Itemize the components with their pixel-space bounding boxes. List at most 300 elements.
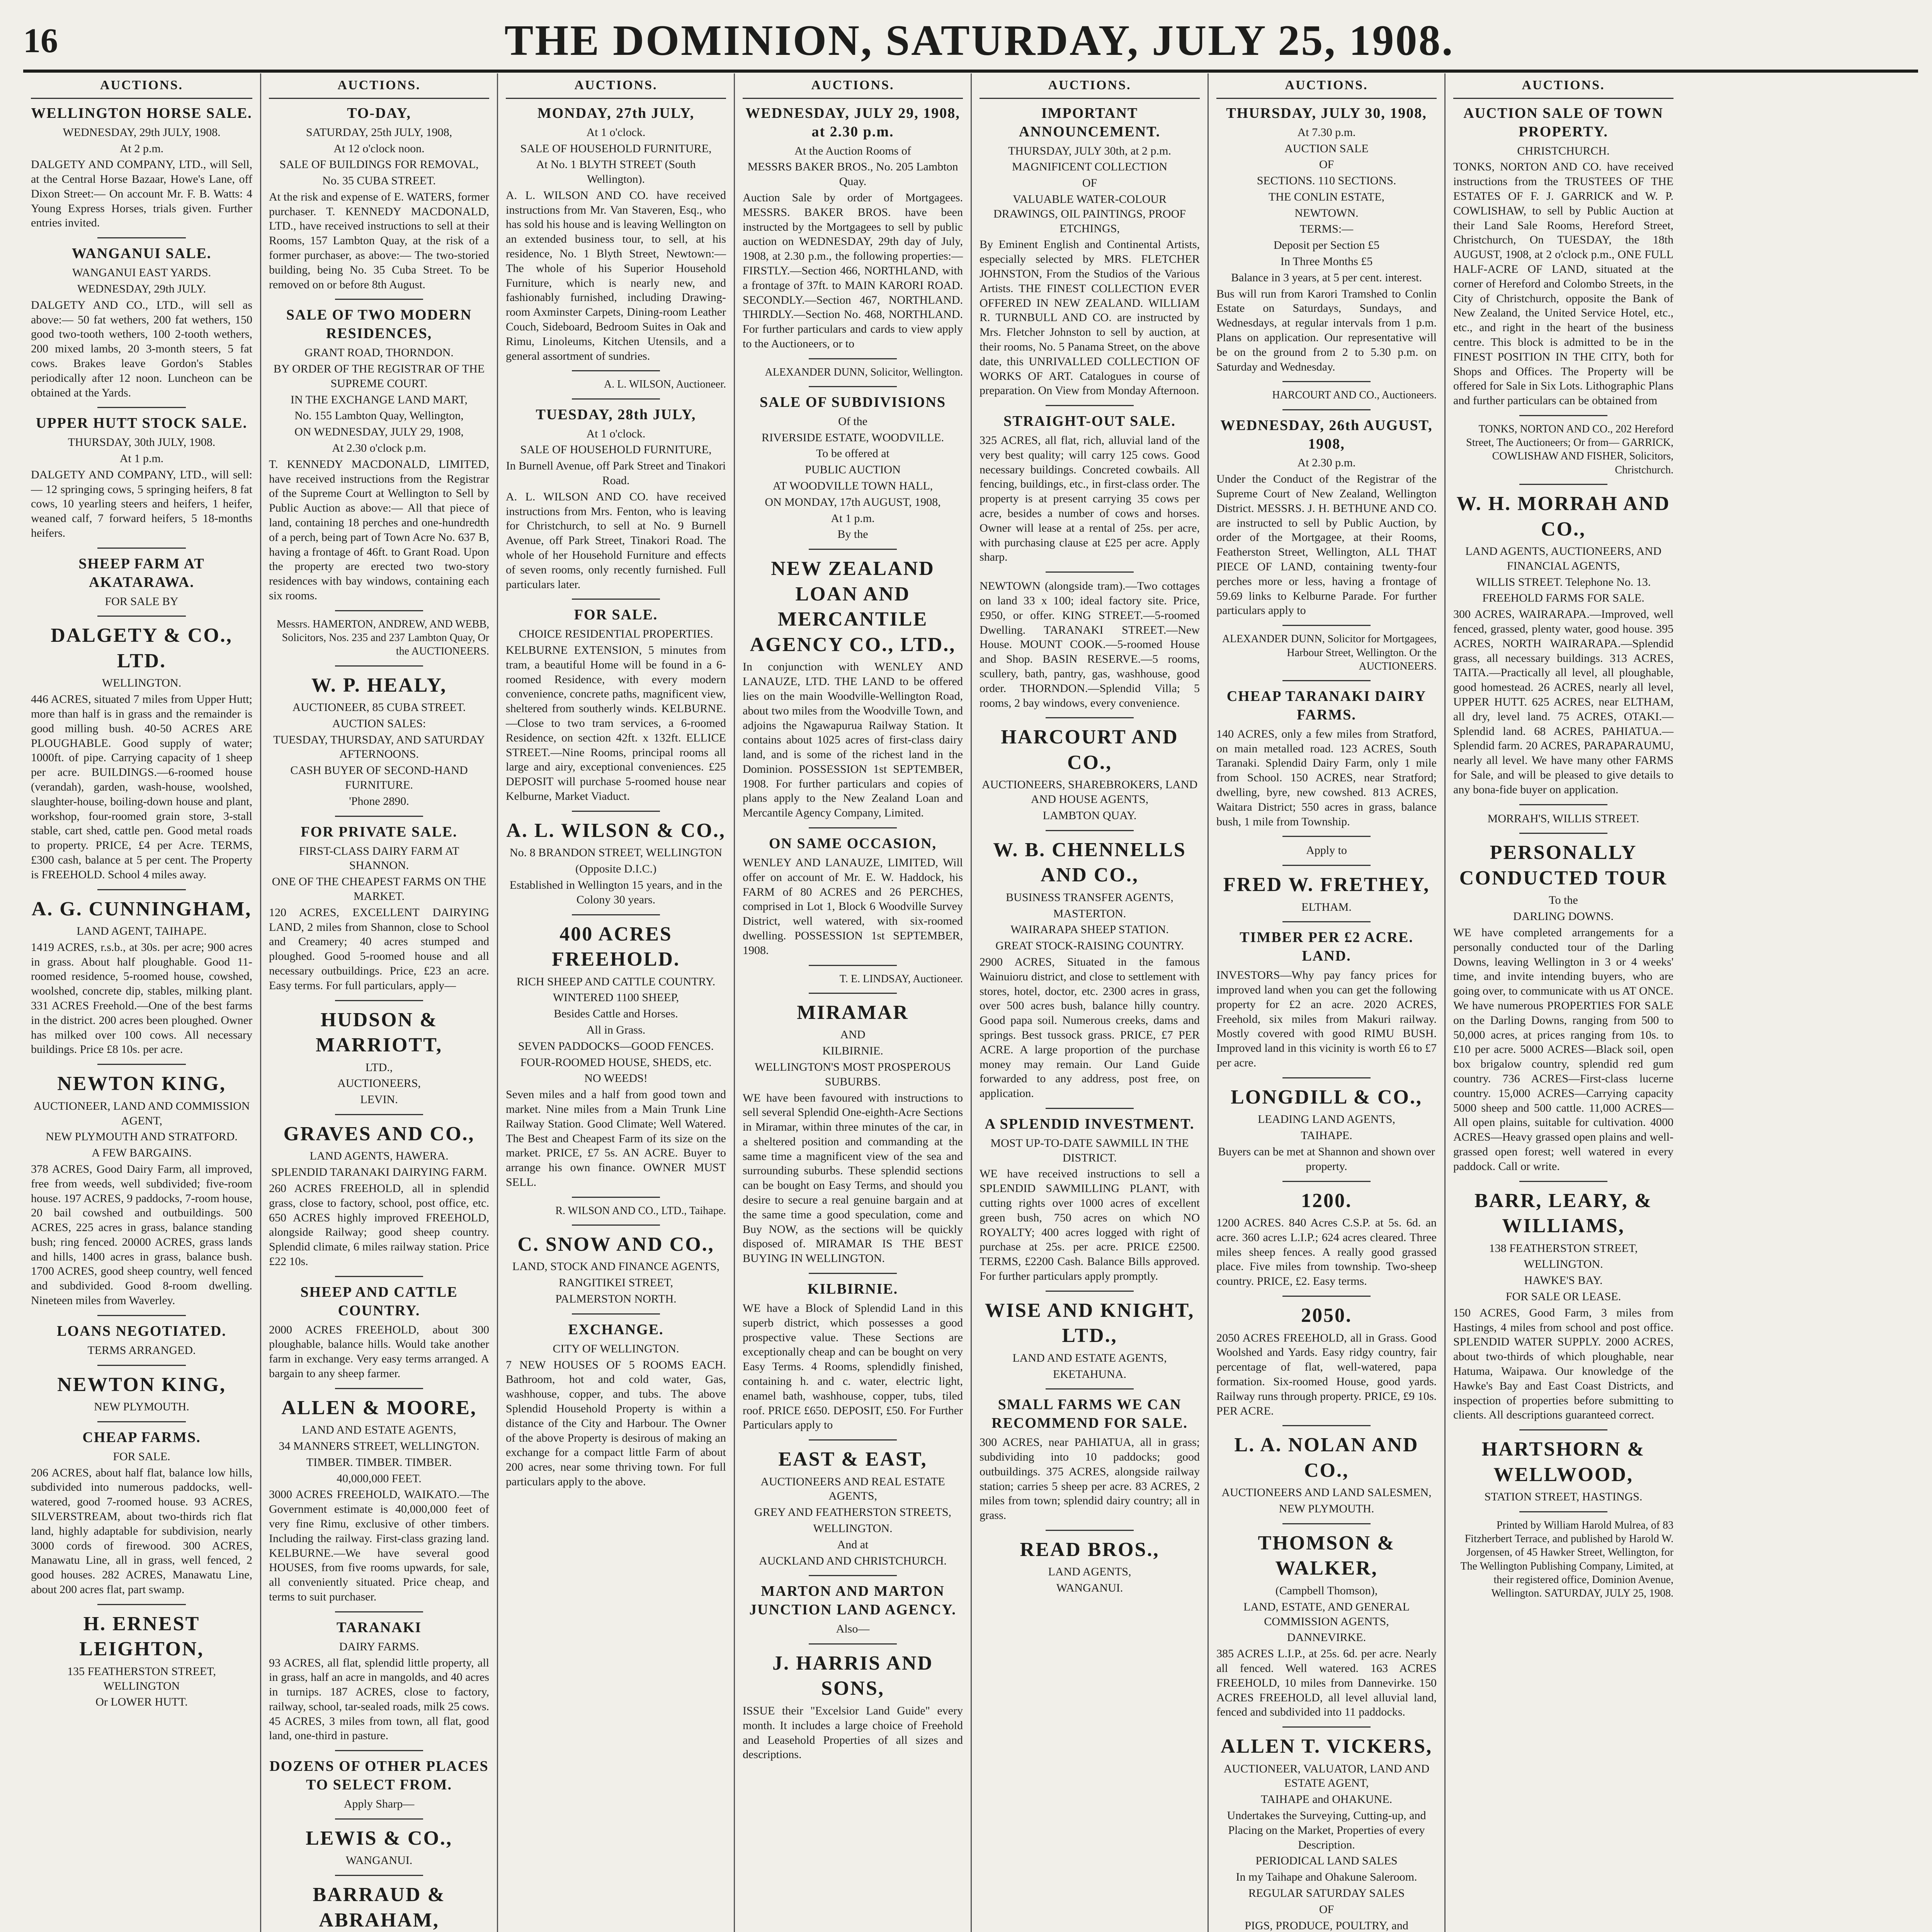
advert-signature: ALEXANDER DUNN, Solicitor, Wellington. — [765, 366, 963, 378]
divider — [1282, 1296, 1371, 1297]
advert-line: No. 155 Lambton Quay, Wellington, — [294, 409, 464, 422]
advert-line: DAIRY FARMS. — [339, 1640, 419, 1653]
advert-line: MASTERTON. — [1053, 907, 1126, 920]
advert-heading: EXCHANGE. — [568, 1321, 664, 1338]
advertisement — [269, 1007, 489, 1107]
advertisement — [1453, 491, 1673, 797]
advertisement — [980, 1537, 1200, 1595]
advertisement — [743, 1280, 963, 1432]
advert-line: GREAT STOCK-RAISING COUNTRY. — [995, 939, 1184, 952]
advertisement — [269, 306, 489, 603]
advertisement — [980, 579, 1200, 710]
advertisement — [31, 104, 252, 230]
advert-body: 300 ACRES, WAIRARAPA.—Improved, well fenced, grassed, plenty water, good house. 395 ACRES, NORTH WAIRARAPA.—Splendid grass, all necessary buildings. 313 ACRES, TAITA.—Practically all level, all ploughable, good homestead. 26 ACRES, nearly all level, UPPER HUTT. 625 ACRES, near ELTHAM, all dry, level land. 75 ACRES, OTAKI.—Splendid land. 68 ACRES, PAHIATUA.—Splendid farm. 20 ACRES, PARAPARAUMU, nearly all level. We have many other FARMS for Sale, and will be pleased to give details to any bona-fide buyer on application. — [1453, 608, 1673, 796]
advertisement — [980, 1115, 1200, 1284]
advertiser-name: NEWTON KING, — [57, 1373, 226, 1396]
divider — [1046, 1291, 1134, 1292]
advert-line: AND — [840, 1028, 866, 1041]
advert-line: DANNEVIRKE. — [1287, 1631, 1366, 1644]
advertiser-name: A. L. WILSON & CO., — [506, 819, 726, 842]
advert-heading: ON SAME OCCASION, — [769, 835, 937, 852]
advertisement — [743, 835, 963, 957]
advert-line: EKETAHUNA. — [1053, 1367, 1127, 1381]
advert-line: AUCTION SALES: — [332, 717, 426, 730]
divider — [809, 965, 897, 966]
advert-line: 138 FEATHERSTON STREET, — [1489, 1242, 1638, 1255]
advert-heading: WEDNESDAY, 26th AUGUST, 1908, — [1220, 417, 1433, 452]
advert-body: 2900 ACRES, Situated in the famous Wainuioru district, and close to settlement with stores, hotel, doctor, etc. 2300 acres in grass, over 500 acres bush, balance hilly country. Good papa soil. Numerous creeks, dams and springs. Best tussock grass. PRICE, £7 PER ACRE. A large proportion of the purchase money may remain. Our Land Guide forwarded to any address, post free, on application. — [980, 955, 1200, 1100]
divider — [1519, 1511, 1607, 1512]
advert-body: DALGETY AND COMPANY, LTD., will Sell, at the Central Horse Bazaar, Howe's Lane, off Dixon Street:— On account Mr. F. B. Watts: 4 Young Express Horses, trials given. Further entries invited. — [31, 158, 252, 230]
advert-line: To the — [1549, 894, 1578, 907]
advertiser-name: 2050. — [1301, 1304, 1352, 1327]
advertiser-name: MIRAMAR — [797, 1001, 909, 1024]
advert-line: At the Auction Rooms of — [794, 144, 911, 157]
advert-line: NEW PLYMOUTH. — [94, 1400, 189, 1413]
advertisement — [506, 922, 726, 1190]
divider — [97, 407, 186, 408]
advert-heading: SALE OF SUBDIVISIONS — [759, 394, 946, 410]
advert-line: ON WEDNESDAY, JULY 29, 1908, — [294, 425, 464, 439]
advert-line: In Three Months £5 — [1280, 255, 1373, 268]
advert-line: ON MONDAY, 17th AUGUST, 1908, — [765, 495, 941, 509]
divider — [1282, 409, 1371, 410]
advertisement — [1216, 929, 1437, 1070]
divider — [97, 1604, 186, 1605]
advertisement — [1453, 104, 1673, 408]
advert-line: WAIRARAPA SHEEP STATION. — [1010, 923, 1169, 936]
advert-line: LEADING LAND AGENTS, — [1258, 1113, 1395, 1126]
advert-line: At 2.30 p.m. — [1297, 456, 1356, 469]
advertisement — [31, 1322, 252, 1358]
advert-line: PIGS, PRODUCE, POULTRY, and — [1245, 1919, 1408, 1932]
advertiser-name: FRED W. FRETHEY, — [1223, 874, 1430, 896]
advert-body: 300 ACRES, near PAHIATUA, all in grass; subdividing into 10 paddocks; good outbuildings. 375 ACRES, alongside railway station; carries 5 sheep per acre. 83 ACRES, 2 miles from town; splendid dairy country; all in grass. — [980, 1436, 1200, 1522]
advert-line: CITY OF WELLINGTON. — [553, 1342, 679, 1355]
advert-body: 3000 ACRES FREEHOLD, WAIKATO.—The Government estimate is 40,000,000 feet of very fine Rimu, exclusive of other timbers. Including the railway. First-class grazing land. KELBURNE.—We have several good HOUSES, from five rooms upwards, for sale, all conveniently situated. Price cheap, and terms to suit purchaser. — [269, 1488, 489, 1604]
advert-body: At the risk and expense of E. WATERS, former purchaser. T. KENNEDY MACDONALD, LTD., have received instructions to sell at their Rooms, 157 Lambton Quay, at the risk of a former purchaser, as above:— The two-storied building, being No. 35 Cuba Street. To be removed on or before 8th August. — [269, 190, 489, 291]
divider — [335, 665, 423, 667]
divider — [97, 548, 186, 549]
advert-line: WELLINGTON. — [813, 1522, 893, 1535]
advert-line: FIRST-CLASS DAIRY FARM AT SHANNON. — [299, 844, 459, 872]
advert-line: THURSDAY, 30th JULY, 1908. — [68, 436, 216, 449]
advert-line: AUCTIONEERS AND LAND SALESMEN, — [1221, 1486, 1432, 1499]
advertisement — [506, 1204, 726, 1218]
advertisement — [980, 837, 1200, 1101]
divider — [1282, 1726, 1371, 1728]
advert-heading: A SPLENDID INVESTMENT. — [985, 1116, 1195, 1132]
advertisement — [269, 1395, 489, 1604]
advert-heading: TARANAKI — [336, 1619, 422, 1636]
advert-body: INVESTORS—Why pay fancy prices for improved land when you can get the following property for £2 an acre. 2020 ACRES, Freehold, six miles from Makuri railway. Mostly covered with good RIMU BUSH. Improved land in this vicinity is worth £6 to £7 per acre. — [1216, 969, 1437, 1069]
advert-line: DARLING DOWNS. — [1513, 910, 1614, 923]
advertiser-name: 1200. — [1301, 1189, 1352, 1212]
advert-body: 206 ACRES, about half flat, balance low hills, subdivided into numerous paddocks, well-watered, good 7-roomed house. 93 ACRES, SILVERSTREAM, about two-thirds rich flat land, highly adaptable for subdivision, nearly 3000 cords of firewood. 300 ACRES, Manawatu Line, all in grass, well fenced, 2 good houses. 282 ACRES, Manawatu Line, about 200 acres flat, part swamp. — [31, 1466, 252, 1596]
advertiser-name: C. SNOW AND CO., — [517, 1233, 714, 1255]
divider — [1046, 1108, 1134, 1109]
advertisement — [1453, 1519, 1673, 1600]
advert-line: Buyers can be met at Shannon and shown over property. — [1218, 1145, 1435, 1173]
advert-line: At 1 p.m. — [831, 512, 875, 525]
advert-line: (Opposite D.I.C.) — [575, 862, 656, 876]
advert-line: AT WOODVILLE TOWN HALL, — [772, 480, 933, 493]
advertisement — [1216, 104, 1437, 374]
divider — [1046, 717, 1134, 718]
advert-heading: IMPORTANT ANNOUNCEMENT. — [1019, 105, 1161, 140]
advert-line: PUBLIC AUCTION — [805, 463, 901, 476]
advert-line: 34 MANNERS STREET, WELLINGTON. — [279, 1440, 480, 1453]
advert-signature: ALEXANDER DUNN, Solicitor for Mortgagees, Harbour Street, Wellington. Or the AUCTIONEERS. — [1222, 633, 1437, 672]
advert-line: LAND, STOCK AND FINANCE AGENTS, — [512, 1260, 720, 1273]
advertiser-name: HARTSHORN & WELLWOOD, — [1481, 1438, 1645, 1486]
advertisement — [31, 555, 252, 609]
divider — [335, 1000, 423, 1001]
advert-line: At No. 1 BLYTH STREET (South Wellington). — [536, 158, 696, 186]
advert-line: WEDNESDAY, 29th JULY, 1908. — [63, 126, 221, 139]
advertiser-name: READ BROS., — [1020, 1538, 1160, 1561]
advertiser-name: L. A. NOLAN AND CO., — [1234, 1434, 1419, 1481]
advert-line: WELLINGTON. — [102, 677, 182, 690]
advert-line: WANGANUI. — [345, 1854, 413, 1867]
advert-heading: MONDAY, 27th JULY, — [537, 105, 695, 121]
advert-line: At 2.30 o'clock p.m. — [332, 442, 426, 454]
advertiser-name: GRAVES AND CO., — [283, 1122, 475, 1145]
advertiser-name: NEW ZEALAND LOAN AND MERCANTILE AGENCY CO., LTD., — [750, 558, 956, 656]
advert-line: AUCTIONEERS, — [337, 1077, 421, 1090]
advert-line: Of the — [838, 415, 867, 428]
divider — [97, 1064, 186, 1065]
masthead — [23, 12, 1918, 73]
advert-line: Established in Wellington 15 years, and in the Colony 30 years. — [509, 878, 723, 906]
advert-line: SEVEN PADDOCKS—GOOD FENCES. — [518, 1039, 714, 1053]
divider — [809, 827, 897, 828]
advert-line: (Campbell Thomson), — [1275, 1584, 1378, 1597]
advertiser-name: EAST & EAST, — [778, 1448, 927, 1471]
advertisement — [1216, 1303, 1437, 1418]
advertiser-name: WISE AND KNIGHT, LTD., — [985, 1299, 1195, 1347]
advertisement — [269, 673, 489, 809]
advertisement — [506, 1232, 726, 1306]
advertisement — [1216, 1432, 1437, 1516]
advert-line: AUCTION SALE — [1284, 142, 1369, 155]
advert-body: 385 ACRES L.I.P., at 25s. 6d. per acre. Nearly all fenced. Well watered. 163 ACRES FREEHOLD, 10 miles from Dannevirke. 150 ACRES FREEHOLD, all level alluvial land, fenced and subdivided into 11 paddocks. — [1216, 1647, 1437, 1719]
divider — [572, 1197, 660, 1198]
advertisement — [1453, 1437, 1673, 1504]
column-4 — [734, 73, 971, 1932]
advertiser-name: ALLEN & MOORE, — [281, 1396, 477, 1419]
advertiser-name: THOMSON & WALKER, — [1258, 1532, 1395, 1580]
advert-signature: HARCOURT AND CO., Auctioneers. — [1272, 389, 1437, 401]
advert-body: 150 ACRES, Good Farm, 3 miles from Hastings, 4 miles from school and post office. SPLENDID WATER SUPPLY. 2000 ACRES, about two-thirds of which ploughable, near Hatuma, Waipawa. Our knowledge of the Hawke's Bay and East Coast Districts, and inspection of properties before submitting to clients. All descriptions guaranteed correct. — [1453, 1306, 1673, 1422]
advert-line: NEW PLYMOUTH. — [1279, 1502, 1374, 1515]
advert-body: 120 ACRES, EXCELLENT DAIRYING LAND, 2 miles from Shannon, close to School and Creamery; 40 acres stumped and ploughed. Good 5-roomed house and all necessary outbuildings. Price, £23 an acre. Easy terms. For full particulars, apply— — [269, 906, 489, 992]
advertisement — [743, 104, 963, 351]
advert-heading: FOR PRIVATE SALE. — [301, 823, 457, 840]
divider — [809, 1643, 897, 1645]
divider — [1046, 1388, 1134, 1389]
advertiser-name: DALGETY & CO., LTD. — [51, 624, 233, 672]
advertisement — [1216, 687, 1437, 829]
divider — [335, 816, 423, 817]
divider — [97, 1365, 186, 1366]
advert-line: NO WEEDS! — [584, 1072, 648, 1085]
advert-body: 2000 ACRES FREEHOLD, about 300 ploughable, balance hills. Would take another farm in exchange. Very easy terms arranged. A bargain to any sheep farmer. — [269, 1323, 489, 1380]
advert-line: WANGANUI EAST YARDS. — [72, 266, 211, 279]
divider — [1282, 381, 1371, 382]
advert-signature: Printed by William Harold Mulrea, of 83 Fitzherbert Terrace, and published by Harold W. Jorgensen, of 45 Hawker Street, Wellington, for The Wellington Publishing Company, Limited, at their registered office, Dominion Avenue, Wellington. SATURDAY, JULY 25, 1908. — [1460, 1519, 1673, 1600]
advert-body: TONKS, NORTON AND CO. have received instructions from the TRUSTEES OF THE ESTATES OF F. J. GARRICK and W. P. COWLISHAW, to sell by Public Auction at their Land Sale Rooms, Hereford Street, Christchurch, On TUESDAY, the 18th AUGUST, 1908, at 2 o'clock p.m., ONE FULL HALF-ACRE OF LAND, situated at the corner of Hereford and Colombo Streets, in the City of Christchurch, opposite the Bank of New Zealand, the United Service Hotel, etc., etc., and right in the heart of the business centre. This block is admitted to be in the FINEST POSITION IN THE CITY, both for Shops and Offices. The Property will be offered for Sale in Six Lots. Lithographic Plans and further particulars can be obtained from — [1453, 160, 1673, 407]
advert-heading: SALE OF TWO MODERN RESIDENCES, — [286, 307, 472, 342]
column-7 — [1444, 73, 1681, 1932]
advertiser-name: HARCOURT AND CO., — [1001, 726, 1179, 774]
advert-body: DALGETY AND CO., LTD., will sell as above:— 50 fat wethers, 200 fat wethers, 150 good two-tooth wethers, 100 2-tooth wethers, 200 mixed lambs, 20 3-month steers, 5 fat cows. Brakes leave Gordon's Stables periodically after 12 noon. Luncheon can be obtained at the Yards. — [31, 298, 252, 399]
divider — [572, 1225, 660, 1226]
advertisement — [743, 1582, 963, 1636]
divider — [809, 1273, 897, 1274]
advert-heading: SHEEP AND CATTLE COUNTRY. — [300, 1284, 458, 1319]
advert-line: VALUABLE WATER-COLOUR DRAWINGS, OIL PAINTINGS, PROOF ETCHINGS, — [993, 192, 1186, 235]
advert-body: 93 ACRES, all flat, splendid little property, all in grass, half an acre in mangolds, and 40 acres in turnips. 187 ACRES, close to factory, railway, school, tar-sealed roads, milk 25 cows. 45 ACRES, 3 miles from town, all flat, good land, one-third in pasture. — [269, 1656, 489, 1742]
advertisement — [1216, 1188, 1437, 1289]
advertisement — [31, 1372, 252, 1414]
advert-line: AUCKLAND AND CHRISTCHURCH. — [759, 1554, 947, 1567]
advert-line: GRANT ROAD, THORNDON. — [304, 346, 454, 359]
column-heading: AUCTIONS. — [1453, 73, 1673, 99]
advert-line: OF — [1319, 1903, 1334, 1916]
advert-body: 1200 ACRES. 840 Acres C.S.P. at 5s. 6d. an acre. 360 acres L.I.P.; 624 acres cleared. Three miles sheep fences. A really good grassed place. Five miles from township. Two-sheep country. PRICE, £2. Easy terms. — [1216, 1216, 1437, 1288]
advert-line: TAIHAPE and OHAKUNE. — [1260, 1793, 1393, 1806]
advert-line: STATION STREET, HASTINGS. — [1484, 1490, 1643, 1503]
advert-line: LAND AGENT, TAIHAPE. — [77, 925, 207, 938]
advert-line: LAND AGENTS, — [1048, 1565, 1131, 1578]
advertisement — [506, 406, 726, 592]
advertisement — [506, 104, 726, 364]
advert-line: CHRISTCHURCH. — [1517, 144, 1610, 157]
column-2 — [260, 73, 497, 1932]
divider — [335, 1611, 423, 1612]
advertisement — [269, 1619, 489, 1743]
advertisement — [269, 1757, 489, 1811]
divider — [1282, 1077, 1371, 1078]
advert-line: FOUR-ROOMED HOUSE, SHEDS, etc. — [520, 1056, 712, 1069]
advertisement — [980, 104, 1200, 398]
advert-line: Or LOWER HUTT. — [95, 1696, 188, 1709]
advertisement — [31, 896, 252, 1057]
advert-line: FOR SALE BY — [105, 595, 179, 608]
advert-line: TUESDAY, THURSDAY, AND SATURDAY AFTERNOONS. — [273, 733, 485, 761]
advert-line: LAMBTON QUAY. — [1043, 809, 1137, 822]
divider — [809, 1575, 897, 1576]
advert-line: HAWKE'S BAY. — [1524, 1274, 1603, 1287]
advert-body: Auction Sale by order of Mortgagees. MESSRS. BAKER BROS. have been instructed by the Mortgagees to sell by public auction on WEDNESDAY, 29th day of July, 1908, at 2.30 p.m., the following properties:— FIRSTLY.—Section 466, NORTHLAND, with a frontage of 37ft. to MAIN KARORI ROAD. SECONDLY.—Section 467, NORTHLAND. THIRDLY.—Section No. 468, NORTHLAND. For further particulars and cards to view apply to the Auctioneers, or to — [743, 191, 963, 350]
divider — [97, 616, 186, 617]
advert-line: SATURDAY, 25th JULY, 1908, — [306, 126, 452, 139]
advertisement — [1216, 1085, 1437, 1174]
advertisement — [1216, 1531, 1437, 1719]
advert-signature: T. E. LINDSAY, Auctioneer. — [839, 973, 963, 985]
column-heading: AUCTIONS. — [743, 73, 963, 99]
divider — [1519, 833, 1607, 834]
advertiser-name: W. B. CHENNELLS AND CO., — [993, 838, 1186, 886]
divider — [572, 811, 660, 812]
advert-line: BY ORDER OF THE REGISTRAR OF THE SUPREME COURT. — [273, 362, 485, 390]
advert-heading: FOR SALE. — [574, 607, 658, 623]
advert-line: BUSINESS TRANSFER AGENTS, — [1006, 891, 1173, 904]
advert-line: AUCTIONEER, 85 CUBA STREET. — [292, 701, 466, 714]
advert-line: SECTIONS. 110 SECTIONS. — [1257, 174, 1396, 187]
advertiser-name: W. H. MORRAH AND CO., — [1456, 492, 1670, 540]
divider — [335, 1276, 423, 1277]
advertisement — [269, 1882, 489, 1932]
advert-body: 260 ACRES FREEHOLD, all in splendid grass, close to factory, school, post office, etc. 650 ACRES highly improved FREEHOLD, alongside Railway; good sheep country. Splendid climate, 6 miles railway station. Price £22 10s. — [269, 1182, 489, 1268]
advert-line: MORRAH'S, WILLIS STREET. — [1487, 812, 1639, 825]
divider — [1519, 1429, 1607, 1430]
advert-body: WE have a Block of Splendid Land in this superb district, which possesses a good prospective value. These Sections are exceptionally cheap and can be bought on very Easy Terms. 4 Rooms, splendidly finished, containing h. and c. water, electric light, enamel bath, washhouse, copper, tubs, tiled roof. PRICE £650. DEPOSIT, £50. For Further Particulars apply to — [743, 1301, 963, 1432]
advertisement — [1216, 1734, 1437, 1932]
advert-line: TERMS ARRANGED. — [87, 1344, 196, 1357]
advert-line: LAND AGENTS, HAWERA. — [310, 1150, 449, 1163]
advert-body: NEWTOWN (alongside tram).—Two cottages on land 33 x 100; ideal factory site. Price, £950, or offer. KING STREET.—5-roomed Dwelling. TARANAKI STREET.—New House. MOUNT COOK.—5-roomed House and Shop. BASIN RESERVE.—5 rooms, scullery, bath, pantry, gas, washhouse, good order. THORNDON.—Splendid Villa; 5 rooms, 2 bay windows, every convenience. — [980, 580, 1200, 709]
advert-line: REGULAR SATURDAY SALES — [1248, 1887, 1405, 1900]
advert-line: At 1 o'clock. — [586, 126, 646, 139]
advertisement — [980, 724, 1200, 823]
divider — [335, 1818, 423, 1820]
advert-line: No. 35 CUBA STREET. — [322, 174, 436, 187]
advertisement — [31, 623, 252, 882]
column-heading: AUCTIONS. — [269, 73, 489, 99]
advertisement — [31, 1071, 252, 1308]
advert-line: All in Grass. — [586, 1023, 646, 1036]
divider — [1046, 830, 1134, 831]
advert-line: SALE OF HOUSEHOLD FURNITURE, — [520, 443, 712, 456]
advert-heading: SMALL FARMS WE CAN RECOMMEND FOR SALE. — [992, 1396, 1188, 1432]
advert-body: Under the Conduct of the Registrar of the Supreme Court of New Zealand, Wellington District. MESSRS. J. H. BETHUNE AND CO. are instructed to sell by Public Auction, by order of the Mortgagee, at their Rooms, Featherston Street, Wellington, ALL THAT PIECE OF LAND, containing twenty-four perches more or less, having a frontage of 59.69 links to Kelburne Parade. For further particulars apply to — [1216, 473, 1437, 617]
advert-line: 'Phone 2890. — [349, 794, 409, 808]
advertisement — [980, 1298, 1200, 1382]
divider — [97, 1315, 186, 1316]
advert-heading: CHEAP FARMS. — [82, 1429, 201, 1446]
advert-body: Seven miles and a half from good town and market. Nine miles from a Main Trunk Line Railway Station. Good Climate; Well Watered. The Best and Cheapest Farm of its size on the market. PRICE, £7 5s. AN ACRE. Buyer to arrange his own finance. OWNER MUST SELL. — [506, 1088, 726, 1189]
advert-body: WE have been favoured with instructions to sell several Splendid One-eighth-Acre Sections in Miramar, within three minutes of the car, in a sheltered position and commanding at the same time a magnificent view of the sea and surrounding suburbs. These splendid sections can be bought on Easy Terms, and should you desire to secure a real genuine bargain and at the same time a good speculation, come and Buy NOW, as the sections will be quickly disposed of. MIRAMAR IS THE BEST BUYING IN WELLINGTON. — [743, 1091, 963, 1265]
advert-heading: THURSDAY, JULY 30, 1908, — [1226, 105, 1427, 121]
divider — [97, 237, 186, 238]
advert-signature: TONKS, NORTON AND CO., 202 Hereford Street, The Auctioneers; Or from— GARRICK, COWLISHAW AND FISHER, Solicitors, Christchurch. — [1466, 423, 1673, 476]
newspaper-title: THE DOMINION, SATURDAY, JULY 25, 1908. — [504, 16, 1454, 65]
column-heading: AUCTIONS. — [31, 73, 252, 99]
divider — [809, 993, 897, 994]
advert-line: AUCTIONEER, VALUATOR, LAND AND ESTATE AGENT, — [1223, 1762, 1430, 1790]
advertisement — [1216, 388, 1437, 402]
advert-body: 140 ACRES, only a few miles from Stratford, on main metalled road. 123 ACRES, South Taranaki. Splendid Dairy Farm, only 1 mile from School. 150 ACRES, near Stratford; dwelling, byre, new cowshed. 813 ACRES, Waitara District; 550 acres in grass, balance bush, 1 mile from Township. — [1216, 727, 1437, 828]
divider — [809, 358, 897, 359]
advertiser-name: W. P. HEALY, — [311, 674, 447, 696]
advert-body: 325 ACRES, all flat, rich, alluvial land of the very best quality; will carry 125 cows. Good necessary buildings. Concreted cowbails. All fencing, buildings, etc., in first-class order. The property is at present carrying 35 cows per acre, besides a number of cows and horses. Owner will lease at a rental of 25s. per acre, with purchasing clause at £25 per acre. Apply sharp. — [980, 434, 1200, 564]
advertisement — [269, 823, 489, 993]
column-5 — [971, 73, 1208, 1932]
advert-line: To be offered at — [816, 447, 889, 460]
advert-line: NEWTOWN. — [1294, 206, 1359, 219]
advert-signature: Messrs. HAMERTON, ANDREW, AND WEBB, Solicitors, Nos. 235 and 237 Lambton Quay, Or the AUCTIONEERS. — [276, 618, 489, 658]
advert-body: WE have completed arrangements for a personally conducted tour of the Darling Downs, leaving Wellington in 3 or 4 weeks' time, and invite intending buyers, who are going over, to communicate with us AT ONCE. We have numerous PROPERTIES FOR SALE on the Darling Downs, ranging from 500 to 50,000 acres, at prices ranging from 10s. to £10 per acre. 5000 ACRES—Black soil, open box brigalow country, splendid red gum country. 736 ACRES—First-class lucerne country. 15,000 ACRES—Carrying capacity 5000 sheep and 500 cattle. 11,000 ACRES—All open plains, suitable for cultivation. 4000 ACRES—Heavy grassed open plains and well-grassed open forest; well watered in every paddock. Call or write. — [1453, 926, 1673, 1173]
advert-body: T. KENNEDY MACDONALD, LIMITED, have received instructions from the Registrar of the Supreme Court at Wellington to Sell by Public Auction as above:— All that piece of land, containing 18 perches and one-hundredth of a perch, being part of Town Acre No. 637 B, having a frontage of 46ft. to Grant Road. Upon the property are erected two two-story residences with bay windows, containing each six rooms. — [269, 457, 489, 602]
divider — [1046, 405, 1134, 406]
divider — [1282, 865, 1371, 866]
divider — [572, 398, 660, 400]
advert-line: TIMBER. TIMBER. TIMBER. — [306, 1456, 452, 1469]
advert-line: CASH BUYER OF SECOND-HAND FURNITURE. — [290, 764, 468, 792]
advertisement — [980, 412, 1200, 565]
divider — [809, 386, 897, 387]
advertisement — [743, 972, 963, 986]
advertiser-name: BARRAUD & ABRAHAM, — [313, 1884, 446, 1931]
advertisement — [1453, 1188, 1673, 1423]
advert-line: WEDNESDAY, 29th JULY. — [77, 282, 206, 295]
advert-line: MAGNIFICENT COLLECTION — [1012, 160, 1167, 173]
advert-heading: TUESDAY, 28th JULY, — [536, 406, 696, 423]
advert-line: GREY AND FEATHERSTON STREETS, — [754, 1506, 952, 1519]
advert-line: ONE OF THE CHEAPEST FARMS ON THE MARKET. — [272, 875, 486, 903]
advert-line: TAIHAPE. — [1301, 1129, 1352, 1142]
advert-line: MOST UP-TO-DATE SAWMILL IN THE DISTRICT. — [990, 1136, 1189, 1164]
advert-body: A. L. WILSON AND CO. have received instructions from Mr. Van Staveren, Esq., who has sold his house and is leaving Wellington on an extended business tour, to sell, at his residence, No. 1 Blyth Street, Newtown:— The whole of his Superior Household Furniture, which is nearly new, and fashionably furnished, including Drawing-room Axminster Carpets, Dining-room Leather Couch, Sideboard, Bedroom Suites in Oak and Rimu, Linoleums, Kitchen Utensils, and a general assortment of sundries. — [506, 189, 726, 362]
masthead-spacer — [1901, 21, 1918, 61]
advertisement — [743, 556, 963, 820]
advert-line: AUCTIONEERS AND REAL ESTATE AGENTS, — [760, 1475, 945, 1503]
advertisement — [506, 1321, 726, 1489]
advert-signature: R. WILSON AND CO., LTD., Taihape. — [555, 1204, 726, 1217]
advertisement — [506, 818, 726, 907]
advert-heading: AUCTION SALE OF TOWN PROPERTY. — [1463, 105, 1663, 140]
advert-body: DALGETY AND COMPANY, LTD., will sell:— 12 springing cows, 5 springing heifers, 8 fat cows, 10 yearling steers and heifers, 1 heifer, weaned calf, 7 forward heifers, 5 18-months heifers. — [31, 468, 252, 539]
divider — [809, 1439, 897, 1440]
advert-heading: LOANS NEGOTIATED. — [57, 1323, 226, 1339]
advert-line: In Burnell Avenue, off Park Street and Tinakori Road. — [506, 459, 726, 487]
advert-body: 446 ACRES, situated 7 miles from Upper Hutt; more than half is in grass and the remainder is good milling bush. 40-50 ACRES ARE PLOUGHABLE. Good supply of water; 1000ft. of pipe. Carrying capacity of 1 sheep per acre. BUILDINGS.—6-roomed house (verandah), garden, wash-house, woolshed, slaughter-house, boiling-down house and plant, workshop, four-roomed grain store, 3-stall stable, cart shed, cattle pen. Good metal roads to property. PRICE, £4 per Acre. TERMS, £300 cash, balance at 5 per cent. The Property is FREEHOLD. School 4 miles away. — [31, 693, 252, 881]
column-heading: AUCTIONS. — [1216, 73, 1437, 99]
advertiser-name: HUDSON & MARRIOTT, — [316, 1009, 442, 1056]
column-heading: AUCTIONS. — [980, 73, 1200, 99]
advertisement — [269, 104, 489, 292]
advert-line: SALE OF BUILDINGS FOR REMOVAL, — [279, 158, 479, 171]
divider — [1519, 484, 1607, 485]
advert-heading: TIMBER PER £2 ACRE. LAND. — [1240, 929, 1413, 964]
divider — [1282, 625, 1371, 626]
divider — [335, 1875, 423, 1876]
advertisement — [743, 393, 963, 542]
advert-body: WE have received instructions to sell a SPLENDID SAWMILLING PLANT, with cutting rights over 1000 acres of excellent green bush, 750 acres on which NO ROYALTY; 400 acres logged with right of purchase at 25s. per acre. PRICE £2500. TERMS, £2200 Cash. Balance Bills approved. For further particulars apply promptly. — [980, 1167, 1200, 1282]
advert-line: In my Taihape and Ohakune Saleroom. — [1236, 1871, 1417, 1884]
advertiser-name: LEWIS & CO., — [306, 1827, 452, 1849]
advertisement — [1453, 422, 1673, 477]
advertiser-name: H. ERNEST LEIGHTON, — [79, 1612, 204, 1660]
advert-line: LAND, ESTATE, AND GENERAL COMMISSION AGENTS, — [1243, 1600, 1410, 1628]
advert-line: At 1 o'clock. — [586, 427, 646, 440]
advert-body: 378 ACRES, Good Dairy Farm, all improved, free from weeds, well subdivided; five-room house. 197 ACRES, 9 paddocks, 7-room house, 20 bail cowshed and outbuildings. 500 ACRES, 225 acres in grass, balance standing bush; ring fenced. 20000 ACRES, grass lands and hills, 1400 acres in grass, balance bush. 1700 ACRES, good sheep country, well fenced and subdivided. Good 8-room dwelling. Nineteen miles from Waverley. — [31, 1162, 252, 1307]
advert-signature: A. L. WILSON, Auctioneer. — [604, 378, 726, 391]
advert-heading: CHEAP TARANAKI DAIRY FARMS. — [1226, 688, 1427, 723]
advert-body: WENLEY AND LANAUZE, LIMITED, Will offer on account of Mr. E. W. Haddock, his FARM of 80 ACRES and 26 PERCHES, comprised in Lot 1, Block 6 Woodville Survey District, well watered, with six-roomed dwelling. POSSESSION 1st SEPTEMBER, 1908. — [743, 856, 963, 957]
advert-line: Besides Cattle and Horses. — [554, 1007, 678, 1020]
advertiser-name: J. HARRIS AND SONS, — [772, 1652, 934, 1700]
divider — [1046, 1530, 1134, 1531]
advertisement — [506, 378, 726, 391]
advert-line: WINTERED 1100 SHEEP, — [553, 991, 679, 1004]
advert-line: WILLIS STREET. Telephone No. 13. — [1476, 575, 1651, 588]
advert-line: And at — [837, 1538, 869, 1551]
advertisement — [1453, 840, 1673, 1173]
advert-line: A FEW BARGAINS. — [92, 1146, 192, 1160]
